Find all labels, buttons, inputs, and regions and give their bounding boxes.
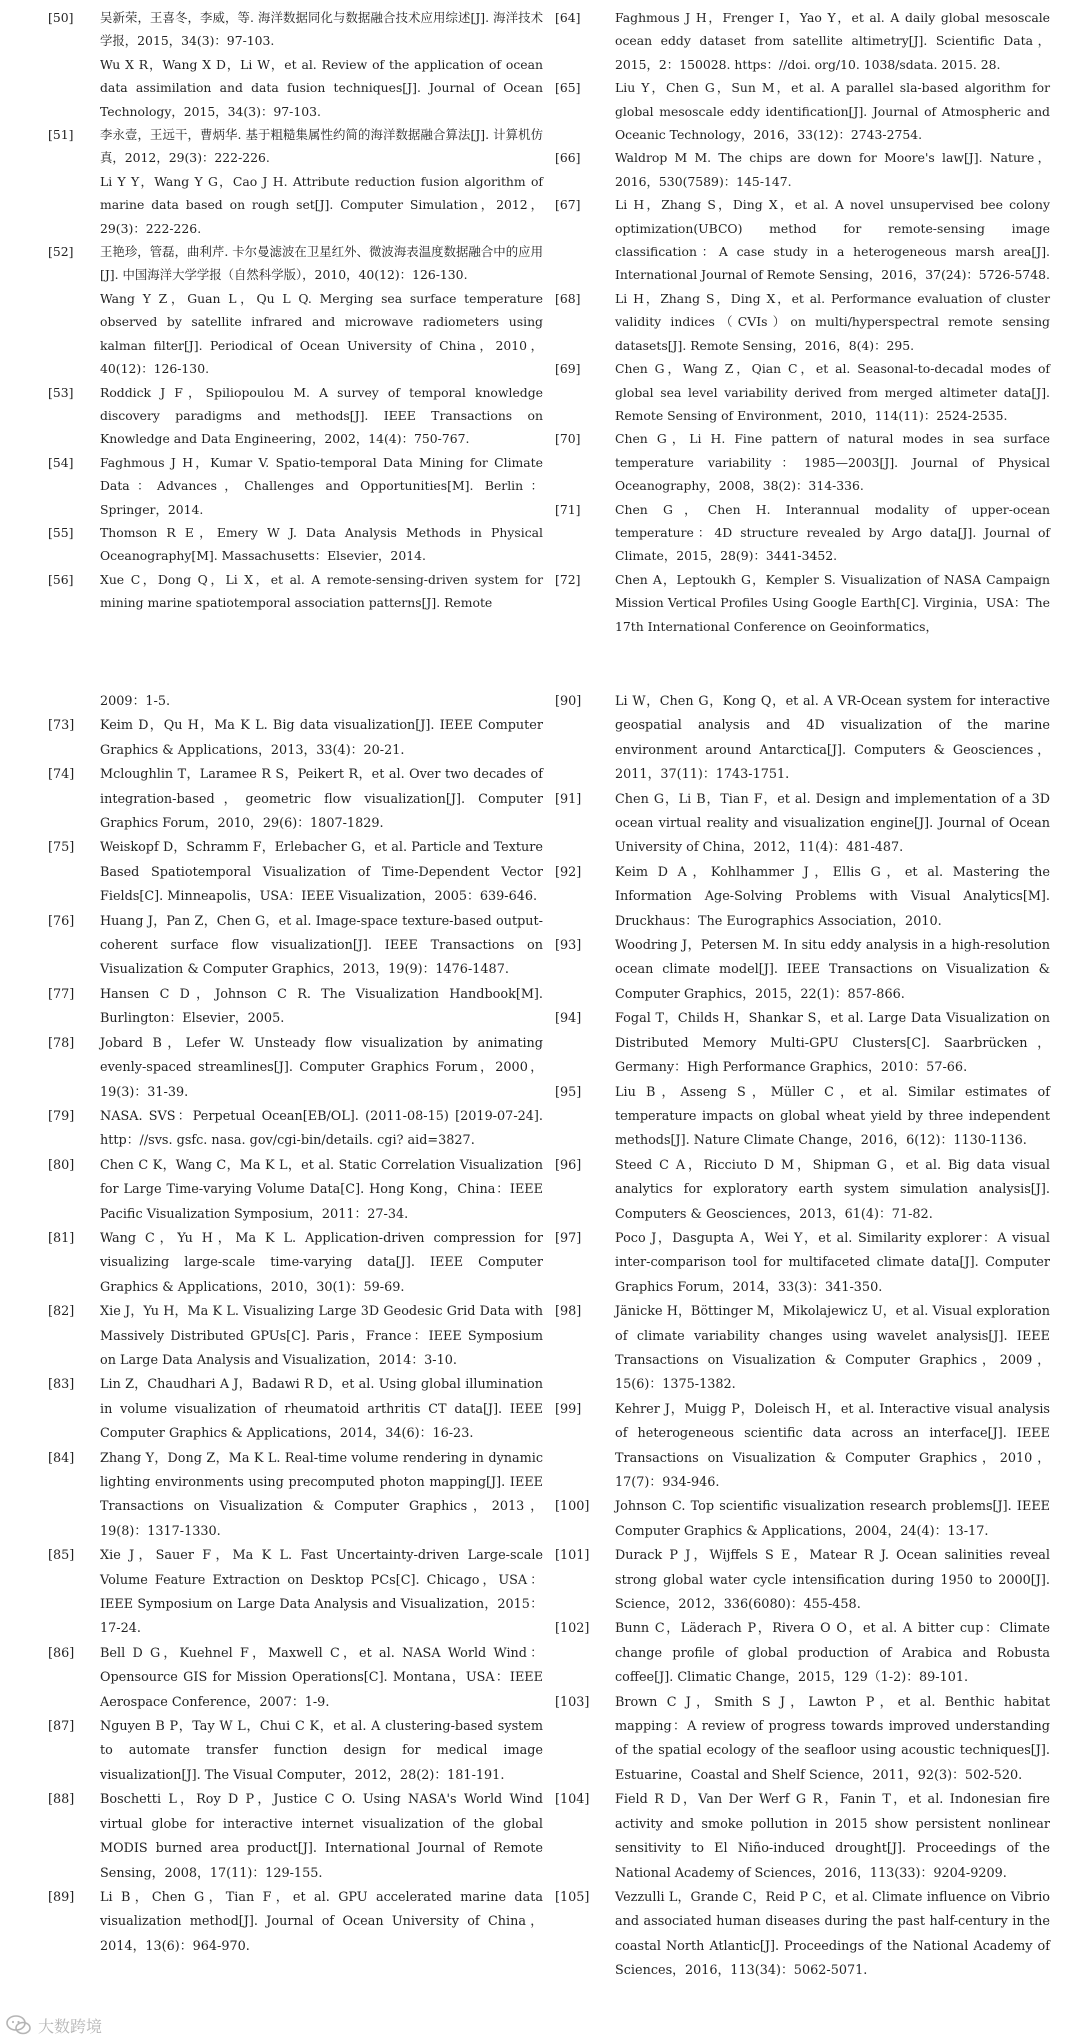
reference-number: [66]	[555, 150, 581, 166]
reference-number: [74]	[48, 767, 75, 783]
reference-entry	[555, 427, 1050, 497]
reference-entry	[555, 1007, 1050, 1080]
reference-number: [81]	[48, 1230, 75, 1246]
watermark-text: 大数跨境	[38, 2016, 103, 2036]
reference-text: Field R D，Van Der Werf G R，Fanin T，et al. Indonesian fire activity and smoke pollution in 2015 show persistent nonlinear sensitivity to El Niño-induced drought[J]. Proceedings of the National Academy of Sciences，2016，113(33)：9204-9209.	[615, 1792, 1050, 1881]
reference-text: Brown C J，Smith S J，Lawton P，et al. Benthic habitat mapping：A review of progress towards improved understanding of the spatial ecology of the seafloor using acoustic techniques[J]. Estuarine，Coastal and Shelf Science，2011，92(3)：502-520.	[615, 1694, 1050, 1783]
reference-number: [77]	[48, 986, 75, 1002]
reference-number: [65]	[555, 80, 581, 96]
reference-entry	[555, 568, 1050, 638]
reference-number: [88]	[48, 1792, 75, 1808]
reference-entry	[555, 357, 1050, 427]
references-column-left	[48, 6, 543, 615]
reference-entry	[48, 690, 543, 714]
reference-entry	[555, 1300, 1050, 1398]
reference-text: Chen A，Leptoukh G，Kempler S. Visualization of NASA Campaign Mission Vertical Profiles Using Google Earth[C]. Virginia，USA：The 17th International Conference on Geoinformatics，	[615, 571, 1050, 634]
reference-entry	[555, 690, 1050, 788]
reference-text: Xie J，Yu H，Ma K L. Visualizing Large 3D Geodesic Grid Data with Massively Distributed GPUs[C]. Paris，France：IEEE Symposium on Large Data Analysis and Visualization，2014：3-10.	[100, 1304, 543, 1368]
reference-entry	[48, 1300, 543, 1373]
reference-text: NASA. SVS：Perpetual Ocean[EB/OL]. (2011-08-15) [2019-07-24]. http：//svs. gsfc. nasa. gov/cgi-bin/details. cgi? aid=3827.	[100, 1108, 543, 1149]
reference-entry	[555, 1398, 1050, 1496]
reference-text: Woodring J，Petersen M. In situ eddy analysis in a high-resolution ocean climate model[J]. IEEE Transactions on Visualization & Computer Graphics，2015，22(1)：857-866.	[615, 938, 1050, 1002]
reference-number: [96]	[555, 1157, 582, 1173]
reference-number: [91]	[555, 791, 582, 807]
references-column-right	[555, 690, 1050, 1984]
reference-number: [87]	[48, 1719, 75, 1735]
reference-entry	[48, 983, 543, 1032]
reference-text: Johnson C. Top scientific visualization research problems[J]. IEEE Computer Graphics & Applications，2004，24(4)：13-17.	[615, 1499, 1050, 1539]
reference-number: [70]	[555, 431, 581, 447]
reference-number: [72]	[555, 571, 581, 587]
reference-text: Keim D A，Kohlhammer J，Ellis G，et al. Mastering the Information Age-Solving Problems with Visual Analytics[M]. Druckhaus：The Eurographics Association，2010.	[615, 864, 1050, 929]
reference-number: [67]	[555, 197, 581, 213]
reference-text: Huang J，Pan Z，Chen G，et al. Image-space texture-based output-coherent surface flow visualization[J]. IEEE Transactions on Visualization & Computer Graphics，2013，19(9)：1476-1487.	[100, 913, 543, 978]
reference-number: [79]	[48, 1108, 75, 1124]
reference-text: Jobard B，Lefer W. Unsteady flow visualization by animating evenly-spaced streamlines[J]. Computer Graphics Forum，2000，19(3)：31-39.	[100, 1035, 543, 1100]
reference-number: [85]	[48, 1548, 75, 1564]
reference-entry	[48, 568, 543, 615]
reference-text: Li B，Chen G，Tian F，et al. GPU accelerated marine data visualization method[J]. Journal of Ocean University of China，2014，13(6)：964-970.	[100, 1889, 543, 1954]
reference-number: [105]	[555, 1889, 590, 1905]
reference-text: Wu X R，Wang X D，Li W，et al. Review of the application of ocean data assimilation and data fusion techniques[J]. Journal of Ocean Technology，2015，34(3)：97-103.	[100, 56, 543, 119]
reference-text: Waldrop M M. The chips are down for Moore's law[J]. Nature，2016，530(7589)：145-147.	[615, 150, 1050, 189]
reference-text: Faghmous J H，Frenger I，Yao Y，et al. A daily global mesoscale ocean eddy dataset from satellite altimetry[J]. Scientific Data，2015，2：150028. https：//doi. org/10. 1038/sdata. 2015. 28.	[615, 10, 1050, 72]
reference-text: Poco J，Dasgupta A，Wei Y，et al. Similarity explorer：A visual inter-comparison tool for multifaceted climate data[J]. Computer Graphics Forum，2014，33(3)：341-350.	[615, 1230, 1050, 1295]
reference-number: [64]	[555, 10, 581, 25]
reference-entry	[48, 451, 543, 521]
reference-entry	[555, 76, 1050, 146]
reference-text: Bunn C，Läderach P，Rivera O O，et al. A bitter cup：Climate change profile of global production of Arabica and Robusta coffee[J]. Climatic Change，2015，129（1-2)：89-101.	[615, 1621, 1050, 1686]
reference-entry	[48, 1227, 543, 1300]
reference-text: 王艳珍，管磊，曲利芹. 卡尔曼滤波在卫星红外、微波海表温度数据融合中的应用[J]. 中国海洋大学学报（自然科学版），2010，40(12)：126-130.	[100, 244, 543, 283]
reference-number: [90]	[555, 694, 582, 709]
reference-number: [55]	[48, 524, 74, 540]
reference-text: Li H，Zhang S，Ding X，et al. Performance evaluation of cluster validity indices（CVIs）on multi/hyperspectral remote sensing datasets[J]. Remote Sensing，2016，8(4)：295.	[615, 290, 1050, 353]
reference-number: [104]	[555, 1792, 590, 1808]
reference-section-bottom	[0, 690, 1080, 2010]
reference-text: Steed C A，Ricciuto D M，Shipman G，et al. Big data visual analytics for exploratory earth system simulation analysis[J]. Computers & Geosciences，2013，61(4)：71-82.	[615, 1157, 1050, 1222]
reference-number: [51]	[48, 127, 74, 143]
reference-number: [52]	[48, 244, 74, 260]
reference-number: [86]	[48, 1645, 75, 1661]
reference-entry	[555, 498, 1050, 568]
reference-number: [71]	[555, 501, 581, 517]
reference-number: [78]	[48, 1035, 75, 1051]
reference-text: Chen G，Li H. Fine pattern of natural modes in sea surface temperature variability：1985—2003[J]. Journal of Physical Oceanography，2008，38(2)：314-336.	[615, 431, 1050, 494]
reference-text: Xie J，Sauer F，Ma K L. Fast Uncertainty-driven Large-scale Volume Feature Extraction on Desktop PCs[C]. Chicago，USA：IEEE Symposium on Large Data Analysis and Visualization，2015：17-24.	[100, 1548, 543, 1637]
reference-text: Chen G，Li B，Tian F，et al. Design and implementation of a 3D ocean virtual reality and visualization engine[J]. Journal of Ocean University of China，2012，11(4)：481-487.	[615, 791, 1050, 856]
reference-text: 吴新荣，王喜冬，李威，等. 海洋数据同化与数据融合技术应用综述[J]. 海洋技术学报，2015，34(3)：97-103.	[100, 10, 543, 49]
reference-number: [80]	[48, 1157, 75, 1173]
reference-number: [54]	[48, 454, 74, 470]
reference-entry	[48, 1715, 543, 1788]
reference-entry	[555, 193, 1050, 287]
reference-entry	[555, 1227, 1050, 1300]
reference-text: Mcloughlin T，Laramee R S，Peikert R，et al. Over two decades of integration-based，geometric flow visualization[J]. Computer Graphics Forum，2010，29(6)：1807-1829.	[100, 767, 543, 832]
reference-number: [95]	[555, 1084, 582, 1100]
reference-number: [76]	[48, 913, 75, 929]
reference-text: Chen G，Chen H. Interannual modality of upper-ocean temperature：4D structure revealed by Argo data[J]. Journal of Climate，2015，28(9)：3441-3452.	[615, 501, 1050, 564]
reference-text: 2009：1-5.	[100, 694, 171, 709]
reference-text: Li H，Zhang S，Ding X，et al. A novel unsupervised bee colony optimization(UBCO) method for remote-sensing image classification：A case study in a heterogeneous marsh area[J]. International Journal of Remote Sensing，2016，37(24)：5726-5748.	[615, 197, 1050, 283]
reference-entry	[48, 240, 543, 380]
reference-entry	[555, 287, 1050, 357]
reference-number: [99]	[555, 1401, 582, 1417]
reference-entry	[48, 6, 543, 123]
reference-entry	[555, 788, 1050, 861]
reference-text: Boschetti L，Roy D P，Justice C O. Using NASA's World Wind virtual globe for interactive internet visualization of the global MODIS burned area product[J]. International Journal of Remote Sensing，2008，17(11)：129-155.	[100, 1792, 543, 1881]
reference-number: [69]	[555, 361, 581, 377]
watermark-logo	[6, 2010, 102, 2040]
reference-text: Fogal T，Childs H，Shankar S，et al. Large Data Visualization on Distributed Memory Multi-GPU Clusters[C]. Saarbrücken，Germany：High Performance Graphics，2010：57-66.	[615, 1011, 1050, 1076]
reference-entry	[48, 1154, 543, 1227]
reference-entry	[48, 1032, 543, 1105]
reference-text: Weiskopf D，Schramm F，Erlebacher G，et al. Particle and Texture Based Spatiotemporal Visualization of Time-Dependent Vector Fields[C]. Minneapolis，USA：IEEE Visualization，2005：639-646.	[100, 840, 543, 905]
reference-entry	[555, 1544, 1050, 1617]
reference-number: [97]	[555, 1230, 582, 1246]
reference-number: [75]	[48, 840, 75, 856]
reference-number: [50]	[48, 10, 74, 25]
reference-entry	[48, 1373, 543, 1446]
reference-text: Thomson R E，Emery W J. Data Analysis Methods in Physical Oceanography[M]. Massachusetts：Elsevier，2014.	[100, 524, 543, 564]
reference-number: [103]	[555, 1694, 590, 1710]
reference-entry	[48, 836, 543, 909]
reference-text: Wang Y Z，Guan L，Qu L Q. Merging sea surface temperature observed by satellite infrared and microwave radiometers using kalman filter[J]. Periodical of Ocean University of China，2010，40(12)：126-130.	[100, 290, 543, 377]
reference-entry	[555, 6, 1050, 76]
reference-text: Roddick J F，Spiliopoulou M. A survey of temporal knowledge discovery paradigms and methods[J]. IEEE Transactions on Knowledge and Data Engineering，2002，14(4)：750-767.	[100, 384, 543, 447]
reference-number: [84]	[48, 1450, 75, 1466]
reference-number: [89]	[48, 1889, 75, 1905]
reference-entry	[48, 123, 543, 240]
reference-text: Faghmous J H，Kumar V. Spatio-temporal Data Mining for Climate Data：Advances，Challenges and Opportunities[M]. Berlin：Springer，2014.	[100, 454, 543, 517]
reference-number: [73]	[48, 718, 75, 734]
reference-entry	[48, 1105, 543, 1154]
reference-text: Lin Z，Chaudhari A J，Badawi R D，et al. Using global illumination in volume visualization of rheumatoid arthritis CT data[J]. IEEE Computer Graphics & Applications，2014，34(6)：16-23.	[100, 1377, 543, 1442]
reference-entry	[555, 1886, 1050, 1984]
reference-number: [68]	[555, 290, 581, 306]
reference-number: [100]	[555, 1499, 590, 1515]
reference-entry	[555, 1617, 1050, 1690]
reference-entry	[48, 763, 543, 836]
reference-number: [101]	[555, 1548, 590, 1564]
reference-number: [98]	[555, 1304, 582, 1320]
reference-section-top	[0, 6, 1080, 686]
reference-text: Li W，Chen G，Kong Q，et al. A VR-Ocean system for interactive geospatial analysis and 4D visualization of the marine environment around Antarctica[J]. Computers & Geosciences，2011，37(11)：1743-1751.	[615, 694, 1050, 783]
reference-text: Li Y Y，Wang Y G，Cao J H. Attribute reduction fusion algorithm of marine data based on rough set[J]. Computer Simulation，2012，29(3)：222-226.	[100, 173, 543, 236]
reference-number: [82]	[48, 1304, 75, 1320]
reference-entry	[48, 381, 543, 451]
reference-number: [53]	[48, 384, 74, 400]
reference-entry	[48, 1886, 543, 1959]
wechat-bubble-icon	[6, 2014, 32, 2036]
reference-text: Keim D，Qu H，Ma K L. Big data visualization[J]. IEEE Computer Graphics & Applications，2013，33(4)：20-21.	[100, 718, 543, 758]
reference-number: [102]	[555, 1621, 590, 1637]
reference-text: Nguyen B P，Tay W L，Chui C K，et al. A clustering-based system to automate transfer function design for medical image visualization[J]. The Visual Computer，2012，28(2)：181-191.	[100, 1719, 543, 1783]
reference-entry	[555, 1081, 1050, 1154]
reference-text: Bell D G，Kuehnel F，Maxwell C，et al. NASA World Wind：Opensource GIS for Mission Operations[C]. Montana，USA：IEEE Aerospace Conference，2007：1-9.	[100, 1645, 543, 1710]
reference-text: Xue C，Dong Q，Li X，et al. A remote-sensing-driven system for mining marine spatiotemporal association patterns[J]. Remote	[100, 571, 543, 611]
reference-entry	[48, 910, 543, 983]
reference-entry	[48, 1447, 543, 1545]
reference-text: Liu B，Asseng S，Müller C，et al. Similar estimates of temperature impacts on global wheat yield by three independent methods[J]. Nature Climate Change，2016，6(12)：1130-1136.	[615, 1084, 1050, 1149]
reference-entry	[48, 521, 543, 568]
reference-number: [94]	[555, 1011, 582, 1027]
reference-entry	[555, 1154, 1050, 1227]
reference-text: Chen C K，Wang C，Ma K L，et al. Static Correlation Visualization for Large Time-varying Volume Data[C]. Hong Kong，China：IEEE Pacific Visualization Symposium，2011：27-34.	[100, 1157, 543, 1222]
reference-number: [56]	[48, 571, 74, 587]
reference-text: Liu Y，Chen G，Sun M，et al. A parallel sla-based algorithm for global mesoscale eddy identification[J]. Journal of Atmospheric and Oceanic Technology，2016，33(12)：2743-2754.	[615, 80, 1050, 143]
reference-number: [93]	[555, 938, 582, 954]
reference-text: Hansen C D，Johnson C R. The Visualization Handbook[M]. Burlington：Elsevier，2005.	[100, 986, 543, 1027]
reference-text: Vezzulli L，Grande C，Reid P C，et al. Climate influence on Vibrio and associated human diseases during the past half-century in the coastal North Atlantic[J]. Proceedings of the National Academy of Sciences，2016，113(34)：5062-5071.	[615, 1889, 1050, 1979]
reference-entry	[48, 714, 543, 763]
reference-text: Zhang Y，Dong Z，Ma K L. Real-time volume rendering in dynamic lighting environments using precomputed photon mapping[J]. IEEE Transactions on Visualization & Computer Graphics，2013，19(8)：1317-1330.	[100, 1450, 543, 1539]
reference-text: Jänicke H，Böttinger M，Mikolajewicz U，et al. Visual exploration of climate variability changes using wavelet analysis[J]. IEEE Transactions on Visualization & Computer Graphics，2009，15(6)：1375-1382.	[615, 1304, 1050, 1393]
reference-text: Durack P J，Wijffels S E，Matear R J. Ocean salinities reveal strong global water cycle intensification during 1950 to 2000[J]. Science，2012，336(6080)：455-458.	[615, 1548, 1050, 1613]
reference-entry	[555, 1691, 1050, 1789]
reference-entry	[48, 1544, 543, 1642]
reference-entry	[555, 1495, 1050, 1544]
references-column-left	[48, 690, 543, 1959]
reference-entry	[555, 934, 1050, 1007]
reference-number: [92]	[555, 864, 582, 880]
reference-entry	[48, 1788, 543, 1886]
reference-entry	[555, 1788, 1050, 1886]
reference-entry	[555, 146, 1050, 193]
reference-text: Kehrer J，Muigg P，Doleisch H，et al. Interactive visual analysis of heterogeneous scientific data across an interface[J]. IEEE Transactions on Visualization & Computer Graphics，2010，17(7)：934-946.	[615, 1401, 1050, 1490]
reference-number: [83]	[48, 1377, 75, 1393]
reference-text: Wang C，Yu H，Ma K L. Application-driven compression for visualizing large-scale time-varying data[J]. IEEE Computer Graphics & Applications，2010，30(1)：59-69.	[100, 1230, 543, 1295]
reference-entry	[48, 1642, 543, 1715]
reference-entry	[555, 861, 1050, 934]
references-column-right	[555, 6, 1050, 638]
reference-text: Chen G，Wang Z，Qian C，et al. Seasonal-to-decadal modes of global sea level variability derived from merged altimeter data[J]. Remote Sensing of Environment，2010，114(11)：2524-2535.	[615, 361, 1050, 423]
reference-text: 李永壹，王远干，曹炳华. 基于粗糙集属性约简的海洋数据融合算法[J]. 计算机仿真，2012，29(3)：222-226.	[100, 127, 543, 166]
